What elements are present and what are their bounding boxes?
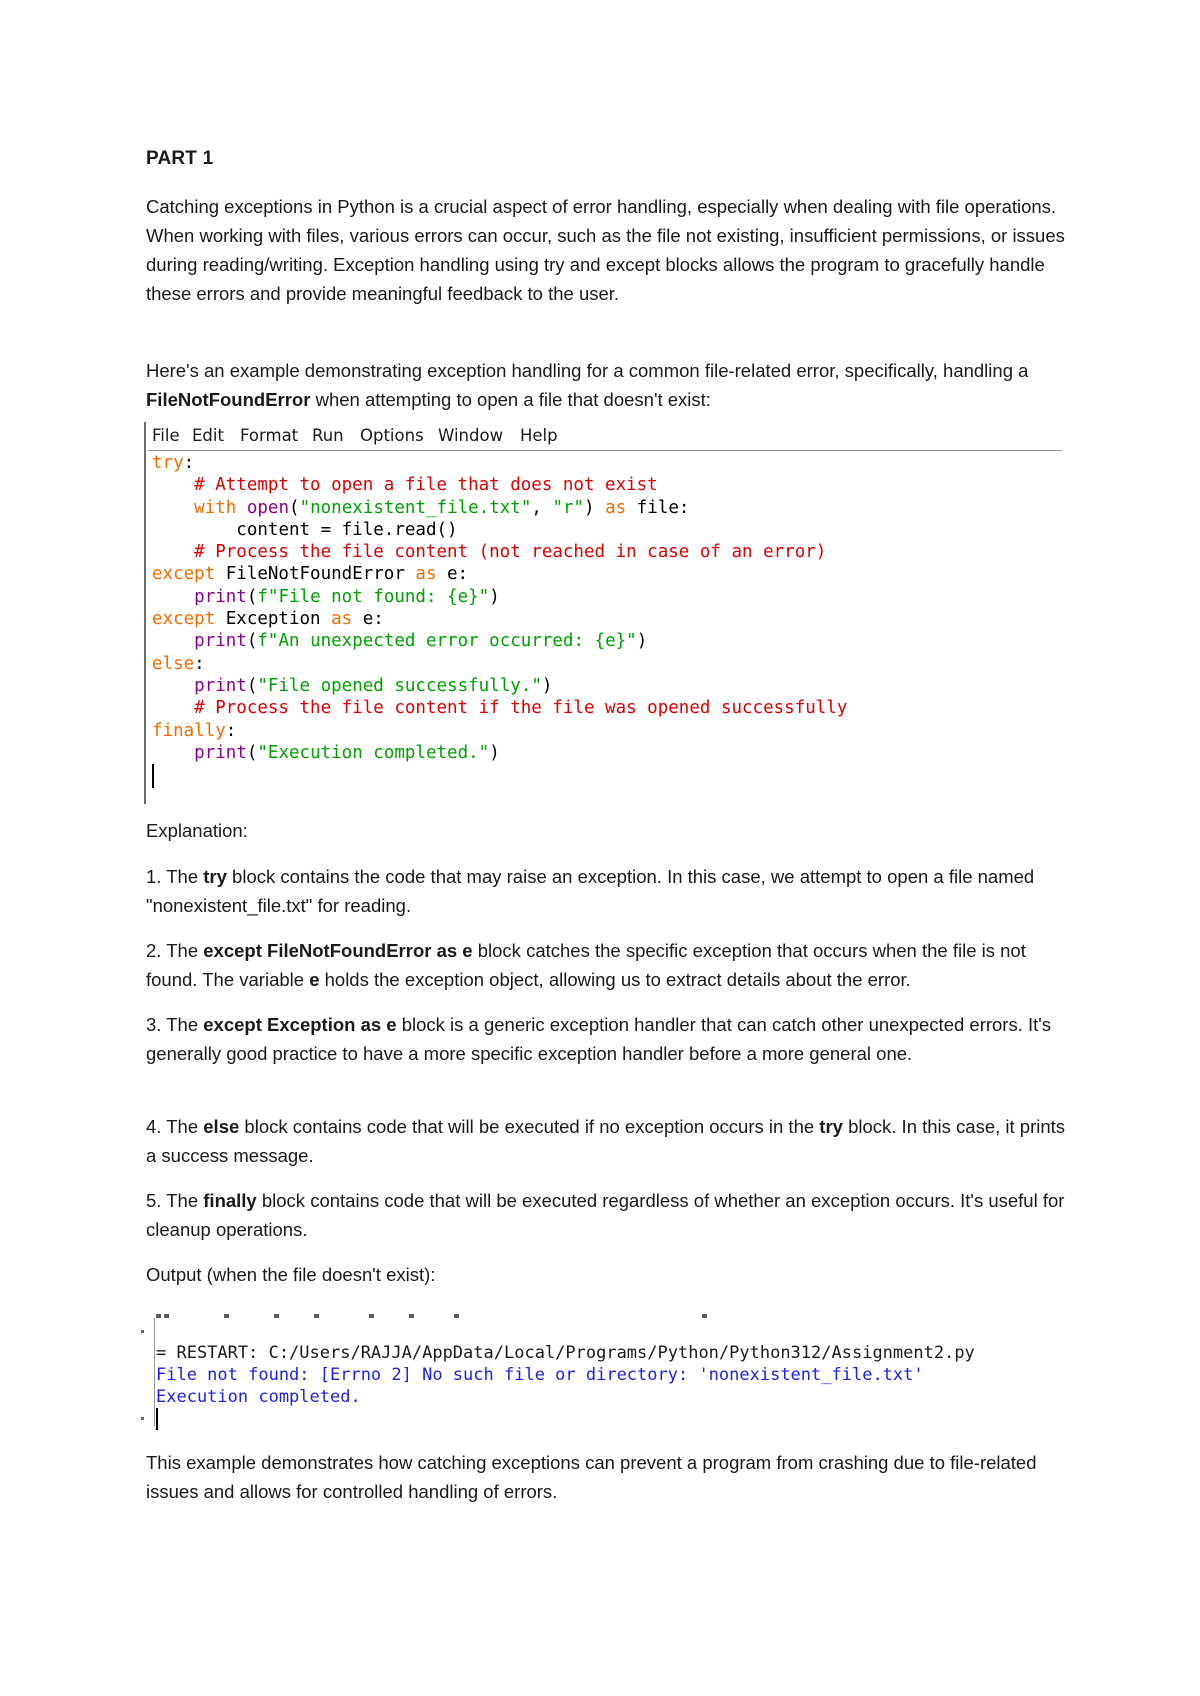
example-intro-paragraph xyxy=(146,356,1066,414)
explanation-item-2: 2. The except FileNotFoundError as e block catches the specific exception that occurs when the file is not found. The variable e holds the exception object, allowing us to extract details about the error. xyxy=(146,940,1026,990)
error-output-line: File not found: [Errno 2] No such file or directory: 'nonexistent_file.txt' xyxy=(156,1365,924,1385)
intro-paragraph: Catching exceptions in Python is a crucial aspect of error handling, especially when dealing with file operations. When working with files, various errors can occur, such as the file not existing, insufficient permissions, or issues during reading/writing. Exception handling using try and except blocks allows the program to gracefully handle these errors and provide meaningful feedback to the user. xyxy=(146,196,1065,304)
menu-edit: Edit xyxy=(192,426,224,445)
explanation-item-3: 3. The except Exception as e block is a generic exception handler that can catch other unexpected errors. It's generally good practice to have a more specific exception handler before a more general one. xyxy=(146,1014,1052,1064)
explanation-item-5: 5. The finally block contains code that will be executed regardless of whether an exception occurs. It's useful for cleanup operations. xyxy=(146,1190,1065,1240)
menu-help: Help xyxy=(520,426,558,445)
menu-options: Options xyxy=(360,426,424,445)
restart-line: = RESTART: C:/Users/RAJJA/AppData/Local/Programs/Python/Python312/Assignment2.py xyxy=(156,1343,975,1363)
editor-left-border xyxy=(144,422,146,804)
python-shell-screenshot xyxy=(140,1314,1070,1430)
explanation-item-1: 1. The try block contains the code that may raise an exception. In this case, we attempt to open a file named "nonexistent_file.txt" for reading. xyxy=(146,866,1035,916)
example-intro-bold: FileNotFoundError xyxy=(146,389,311,410)
shell-cursor xyxy=(156,1408,158,1430)
shell-left-border xyxy=(154,1318,155,1426)
shell-gutter-mark xyxy=(141,1417,144,1420)
conclusion-paragraph: This example demonstrates how catching exceptions can prevent a program from crashing due to file-related issues and allows for controlled handling of errors. xyxy=(146,1452,1037,1502)
menu-run: Run xyxy=(312,426,344,445)
code-listing: try: # Attempt to open a file that does not exist with open("nonexistent_file.txt", "r") as file: content = file.read() # Process the file content (not reached in case of an error) except FileNotFoundError as e: print(f"File not found: {e}") except Exception as e: print(f"An unexpected error occurred: {e}") else: print("File opened successfully.") # Process the file content if the file was opened successfully finally: print("Execution completed.") xyxy=(152,452,847,789)
idle-editor-screenshot xyxy=(144,422,1064,804)
text-cursor xyxy=(152,764,154,788)
completion-output-line: Execution completed. xyxy=(156,1387,361,1407)
explanation-title: Explanation: xyxy=(146,820,248,841)
example-intro-text: Here's an example demonstrating exception handling for a common file-related error, specifically, handling a xyxy=(146,360,1029,381)
editor-menubar xyxy=(148,422,1062,451)
shell-gutter-mark xyxy=(141,1330,144,1333)
example-intro-text-end: when attempting to open a file that doesn't exist: xyxy=(310,389,711,410)
menu-format: Format xyxy=(240,426,299,445)
output-label: Output (when the file doesn't exist): xyxy=(146,1264,436,1285)
menu-file: File xyxy=(152,426,180,445)
cropped-previous-line xyxy=(154,1314,714,1320)
section-heading: PART 1 xyxy=(146,148,214,169)
menu-window: Window xyxy=(438,426,504,445)
shell-output xyxy=(156,1342,975,1430)
explanation-item-4: 4. The else block contains code that will be executed if no exception occurs in the try block. In this case, it prints a success message. xyxy=(146,1116,1066,1166)
